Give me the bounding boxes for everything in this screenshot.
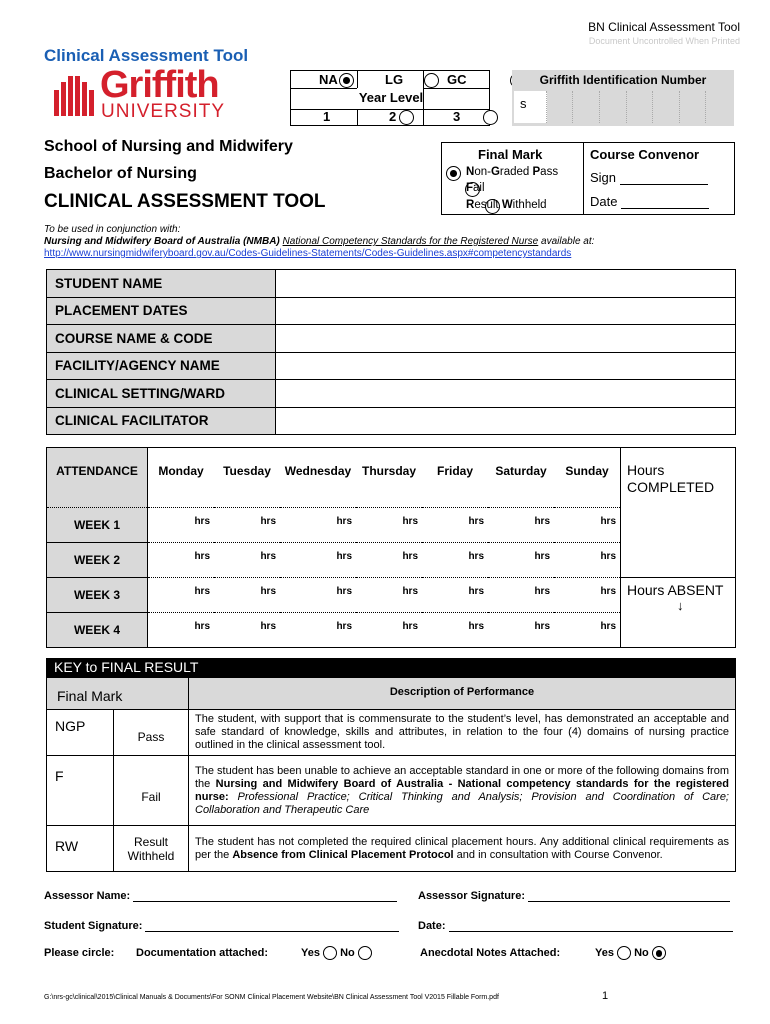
key-row-rw [47,826,736,872]
key-desc: The student has not completed the required clinical placement hours. Any additional clinical requirements as per the Absence from Clinical Placement Protocol and in consultation with Course Convenor. [189,826,736,872]
detail-label: PLACEMENT DATES [47,297,276,325]
doc-attached-label: Documentation attached: [136,947,269,959]
logo-caption: Clinical Assessment Tool [44,46,249,65]
key-row-f [47,756,736,826]
key-desc: The student, with support that is commensurate to the student’s level, has demonstrated an acceptable and safe standard of knowledge, skills and attributes, in relation to the four (4) domains of nursing practice outlined in the clinical assessment tool. [189,710,736,756]
na-label: NA [319,72,338,87]
nmba-line: Nursing and Midwifery Board of Australia (NMBA) National Competency Standards for the Registered Nurse available at: [44,236,595,247]
hours-completed-cell[interactable] [621,448,736,578]
year3-label: 3 [453,109,461,124]
date-field[interactable]: Date: [418,920,733,932]
attendance-table [46,447,736,648]
detail-label: CLINICAL FACILITATOR [47,407,276,435]
detail-row [47,352,736,380]
hours-input[interactable]: hrs [422,543,488,578]
week-row [47,578,736,613]
program-name: Bachelor of Nursing [44,165,197,182]
year1-label: 1 [323,109,331,124]
key-code: NGP [47,710,114,756]
logo-name: Griffith [100,64,219,106]
page-number: 1 [602,990,609,1002]
final-mark-title: Final Mark [478,147,543,162]
key-label: Fail [114,756,189,826]
day-header: Friday [422,448,488,508]
key-title: KEY to FINAL RESULT [46,658,736,677]
year-level-label: Year Level [358,90,424,105]
griffith-logo-icon [52,72,98,118]
day-header: Monday [148,448,215,508]
ngp-radio[interactable] [446,166,461,181]
hours-input[interactable]: hrs [148,578,215,613]
hours-input[interactable]: hrs [148,508,215,543]
doc-yes: Yes No [301,946,372,960]
hours-input[interactable]: hrs [356,613,422,648]
hours-input[interactable]: hrs [356,543,422,578]
student-signature-field[interactable]: Student Signature: [44,920,399,932]
anec-yes: Yes No [595,946,666,960]
detail-row [47,325,736,353]
day-header: Tuesday [214,448,280,508]
hours-input[interactable]: hrs [488,613,554,648]
detail-row [47,380,736,408]
hours-input[interactable]: hrs [214,578,280,613]
hours-input[interactable]: hrs [488,508,554,543]
hours-input[interactable]: hrs [488,578,554,613]
hours-input[interactable]: hrs [280,508,356,543]
griffith-id-label: Griffith Identification Number [539,73,707,87]
gc-label: GC [447,72,467,87]
hours-input[interactable]: hrs [148,543,215,578]
completed-label: COMPLETED [627,479,715,495]
detail-row [47,297,736,325]
year1-radio[interactable] [399,110,414,125]
student-details-table [46,269,736,435]
detail-label: FACILITY/AGENCY NAME [47,352,276,380]
detail-input[interactable] [276,380,736,408]
detail-row [47,270,736,298]
detail-row [47,407,736,435]
logo-sub: UNIVERSITY [101,101,226,122]
standards-link[interactable]: National Competency Standards for the Registered Nurse [282,236,539,247]
doc-title: BN Clinical Assessment Tool [588,20,740,34]
detail-label: COURSE NAME & CODE [47,325,276,353]
anec-yes-radio[interactable] [617,946,631,960]
fail-option: Fail [466,182,485,194]
week-label: WEEK 4 [47,613,148,648]
convenor-sign[interactable]: Sign [590,170,708,185]
lg-label: LG [385,72,404,87]
key-col-final-mark: Final Mark [47,678,189,710]
ngp-option: Non-Graded Pass [466,166,559,178]
hours-absent-cell[interactable] [621,578,736,648]
week-label: WEEK 2 [47,543,148,578]
hours-input[interactable]: hrs [554,613,621,648]
key-desc: The student has been unable to achieve an acceptable standard in one or more of the following domains from the Nursing and Midwifery Board of Australia - National competency standards for the registered nurse: Professional Practice; Critical Thinking and Analysis; Provision and Coordination of Care; Collaboration and Therapeutic Care [189,756,736,826]
attendance-header-row [47,448,736,508]
arrow-down-icon: ↓ [677,598,684,613]
key-label: Pass [114,710,189,756]
detail-input[interactable] [276,352,736,380]
form-title: CLINICAL ASSESSMENT TOOL [44,191,326,212]
rw-option: Result Withheld [466,199,547,211]
convenor-date[interactable]: Date [590,194,709,209]
hours-input[interactable]: hrs [554,508,621,543]
hours-input[interactable]: hrs [554,543,621,578]
hours-input[interactable]: hrs [280,543,356,578]
day-header: Sunday [554,448,621,508]
footer-path: G:\nrs-gc\clinical\2015\Clinical Manuals & Documents\For SONM Clinical Placement Website\BN Clinical Assessment Tool V2015 Fillable Form.pdf [44,994,499,1001]
day-header: Wednesday [280,448,356,508]
detail-input[interactable] [276,297,736,325]
hours-input[interactable]: hrs [280,613,356,648]
convenor-title: Course Convenor [590,147,700,162]
hours-absent-label: Hours ABSENT [627,582,724,598]
anec-no-radio[interactable] [652,946,666,960]
school-name: School of Nursing and Midwifery [44,138,293,155]
week-label: WEEK 3 [47,578,148,613]
key-row-ngp [47,710,736,756]
hours-input[interactable]: hrs [214,543,280,578]
hours-input[interactable]: hrs [356,508,422,543]
detail-input[interactable] [276,325,736,353]
hours-input[interactable]: hrs [280,578,356,613]
detail-input[interactable] [276,270,736,298]
doc-yes-radio[interactable] [323,946,337,960]
hours-input[interactable]: hrs [148,613,215,648]
hours-input[interactable]: hrs [488,543,554,578]
hours-input[interactable]: hrs [214,508,280,543]
hours-input[interactable]: hrs [422,578,488,613]
year2-radio[interactable] [483,110,498,125]
id-prefix: s [514,91,547,123]
griffith-id-input[interactable] [514,91,732,123]
please-circle-label: Please circle: [44,947,115,959]
key-code: RW [47,826,114,872]
hours-input[interactable]: hrs [422,613,488,648]
hours-input[interactable]: hrs [214,613,280,648]
day-header: Saturday [488,448,554,508]
key-table [46,677,736,872]
assessor-name-field[interactable]: Assessor Name: [44,890,397,902]
key-col-description: Description of Performance [189,678,736,710]
detail-label: STUDENT NAME [47,270,276,298]
day-header: Thursday [356,448,422,508]
griffith-id-box [512,70,734,126]
doc-note: Document Uncontrolled When Printed [588,36,740,46]
hours-input[interactable]: hrs [554,578,621,613]
attendance-header: ATTENDANCE [47,448,148,508]
detail-label: CLINICAL SETTING/WARD [47,380,276,408]
assessor-signature-field[interactable]: Assessor Signature: [418,890,730,902]
week-label: WEEK 1 [47,508,148,543]
year2-label: 2 [389,109,397,124]
doc-no-radio[interactable] [358,946,372,960]
nmba-url-link[interactable]: http://www.nursingmidwiferyboard.gov.au/Codes-Guidelines-Statements/Codes-Guidelines.aspx#competencystandards [44,248,572,259]
anec-attached-label: Anecdotal Notes Attached: [420,947,561,959]
key-code: F [47,756,114,826]
final-mark-box [441,142,735,215]
program-year-box [290,70,490,126]
hours-input[interactable]: hrs [356,578,422,613]
hours-input[interactable]: hrs [422,508,488,543]
key-label: Result Withheld [114,826,189,872]
detail-input[interactable] [276,407,736,435]
hours-label: Hours [627,462,665,478]
conjunction-note: To be used in conjunction with: [44,224,181,235]
